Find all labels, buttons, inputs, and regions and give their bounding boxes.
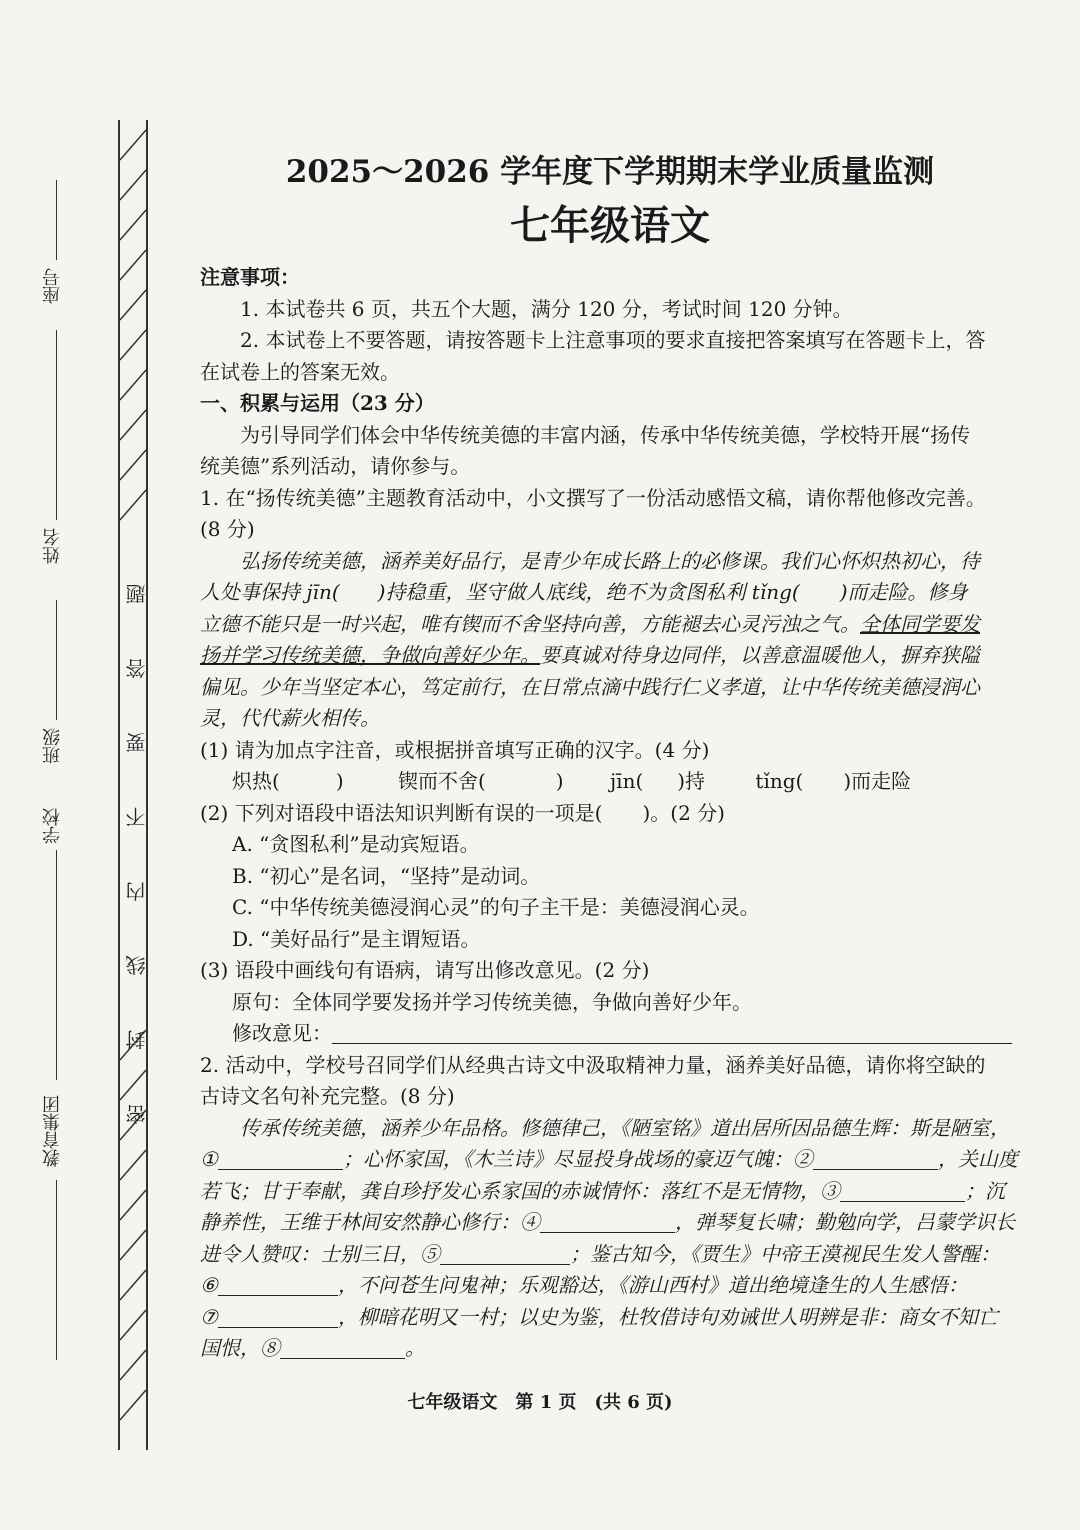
poem-line-4: 静养性，王维于林间安然静心修行：④ ，弹琴复长啸；勤勉向学，吕蒙学识长 [200,1210,1015,1234]
blank-2[interactable] [813,1147,938,1170]
q1-score: (8 分) [200,517,255,541]
advice-blank[interactable] [332,1019,1012,1044]
blank-7[interactable] [218,1305,338,1328]
seat-label: 座号 [42,268,63,304]
poem-line-7: ⑦ ，柳暗花明又一村；以史为鉴，杜牧借诗句劝诫世人明辨是非：商女不知亡 [200,1304,998,1329]
q1-sub1-items: 炽热( ) 锲而不舍( ) jīn( )持 tǐng( )而走险 [232,769,912,793]
q1-sub2: (2) 下列对语段中语法知识判断有误的一项是( )。(2 分) [200,800,725,825]
notice-heading: 注意事项： [200,265,300,289]
q1-stem: 1. 在“扬传统美德”主题教育活动中，小文撰写了一份活动感悟文稿，请你帮他修改完善。 [200,485,986,510]
notice-item-2: 2. 本试卷上不要答题，请按答题卡上注意事项的要求直接把答案填写在答题卡上，答 [240,328,986,352]
option-b: B. “初心”是名词，“坚持”是动词。 [232,863,541,888]
passage-line-2: 人处事保持 jīn( )持稳重，坚守做人底线，绝不为贪图私利 tǐng( )而走险。修身 [200,580,968,604]
passage-line-1: 弘扬传统美德，涵养美好品行，是青少年成长路上的必修课。我们心怀炽热初心，待 [240,548,980,573]
blank-5[interactable] [440,1242,570,1265]
poem-line-6: ⑥ ，不问苍生问鬼神；乐观豁达，《游山西村》道出绝境逢生的人生感悟： [200,1273,968,1297]
q2-stem-cont: 古诗文名句补充完整。(8 分) [200,1084,455,1108]
class-line [56,600,57,720]
group-label: 教育集团 [42,1095,63,1167]
poem-line-1: 传承传统美德，涵养少年品格。修德律己，《陋室铭》道出居所因品德生辉：斯是陋室， [240,1115,1010,1140]
q1-sub3: (3) 语段中画线句有语病，请写出修改意见。(2 分) [200,958,650,982]
passage-line-4: 扬并学习传统美德，争做向善好少年。要真诚对待身边同伴，以善意温暖他人，摒弃狭隘 [200,643,980,667]
passage-line-6: 灵，代代薪火相传。 [200,706,380,730]
page-footer: 七年级语文 第 1 页 (共 6 页) [407,1392,673,1413]
q1-sub1: (1) 请为加点字注音，或根据拼音填写正确的汉字。(4 分) [200,737,710,762]
blank-6[interactable] [218,1273,338,1296]
blank-4[interactable] [540,1210,675,1233]
advice-line: 修改意见： [200,1018,1020,1050]
poem-line-3: 若飞；甘于奉献，龚自珍抒发心系家国的赤诚情怀：落红不是无情物，③ ；沉 [200,1178,1005,1203]
section-heading: 一、积累与运用（23 分） [200,391,435,415]
exam-page [200,150,1020,1365]
option-d: D. “美好品行”是主谓短语。 [232,926,481,951]
blank-3[interactable] [840,1179,965,1202]
passage-line-3: 立德不能只是一时兴起，唯有锲而不舍坚持向善，方能褪去心灵污浊之气。全体同学要发 [200,611,980,636]
name-label: 姓名 [42,528,63,564]
section-intro: 为引导同学们体会中华传统美德的丰富内涵，传承中华传统美德，学校特开展“扬传 [240,422,971,447]
underlined-sentence: 全体同学要发 [860,611,980,636]
original-sentence: 原句：全体同学要发扬并学习传统美德，争做向善好少年。 [232,989,752,1014]
seal-warning: 密 封 线 内 不 要 答 题 [125,560,149,1125]
name-line [56,330,57,520]
poem-line-8: 国恨，⑧ 。 [200,1336,425,1360]
seat-line [56,180,57,260]
underlined-sentence-cont: 扬并学习传统美德，争做向善好少年。 [200,643,540,667]
passage-line-5: 偏见。少年当坚定本心，笃定前行，在日常点滴中践行仁义孝道，让中华传统美德浸润心 [200,674,980,699]
school-line [56,850,57,1080]
notice-item-2-cont: 在试卷上的答案无效。 [200,359,400,384]
section-intro-cont: 统美德”系列活动，请你参与。 [200,454,471,478]
option-c: C. “中华传统美德浸润心灵”的句子主干是：美德浸润心灵。 [232,895,760,919]
poem-line-5: 进令人赞叹：士别三日，⑤ ；鉴古知今，《贾生》中帝王漠视民生发人警醒： [200,1241,1000,1266]
option-a: A. “贪图私利”是动宾短语。 [232,832,480,856]
school-label: 学校 [42,808,63,844]
blank-1[interactable] [218,1147,343,1170]
poem-line-2: ① ；心怀家国，《木兰诗》尽显投身战场的豪迈气魄：② ，关山度 [200,1147,1018,1171]
class-label: 班级 [42,728,63,764]
q2-stem: 2. 活动中，学校号召同学们从经典古诗文中汲取精神力量，涵养美好品德，请你将空缺的 [200,1052,986,1077]
exam-title: 2025～2026 学年度下学期期末学业质量监测 [285,154,935,190]
notice-item-1: 1. 本试卷共 6 页，共五个大题，满分 120 分，考试时间 120 分钟。 [240,296,853,321]
group-line [56,1180,57,1360]
subject-title: 七年级语文 [510,202,710,249]
blank-8[interactable] [280,1336,405,1359]
